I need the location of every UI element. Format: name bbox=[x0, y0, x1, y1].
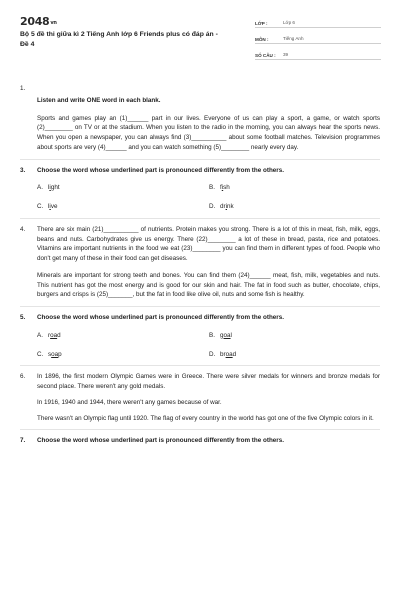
question-passage: There are six main (21)__________ of nutrients. Protein makes you strong. There is a lot of this in meat, fish, milk, eggs, beans and nuts. Carbohydrates give us energy. There (22)________ a lot of these in bread, pasta, rice and potatoes. Vitamins are important nutrients in the food we eat (23)________ you can find them in different types of food. People who don't get many of these in their food can get diseases. bbox=[37, 225, 380, 262]
question-instruction: Listen and write ONE word in each blank. bbox=[37, 96, 161, 104]
underlined-part: i bbox=[49, 203, 51, 210]
question-number: 7. bbox=[20, 437, 26, 445]
question-instruction: Choose the word whose underlined part is pronounced differently from the others. bbox=[37, 314, 284, 321]
question-number: 4. bbox=[20, 225, 26, 233]
question-passage: Minerals are important for strong teeth and bones. You can find them (24)______ meat, fish, milk, vegetables and nuts. This nutrient has got the most energy and is good for our skin and hair. The fat in food such as butter, chocolate, chips, burgers and crisps is (25)_______, but the fat in food like olive oil, nuts and some fish is healthy. bbox=[37, 271, 380, 299]
option-label: B. bbox=[209, 184, 215, 192]
question-7 bbox=[20, 436, 380, 446]
question-list bbox=[20, 84, 380, 452]
option-text: dr bbox=[220, 203, 226, 210]
question-instruction: Choose the word whose underlined part is pronounced differently from the others. bbox=[37, 166, 284, 174]
option-text: ght bbox=[50, 184, 60, 192]
option-b[interactable] bbox=[209, 331, 381, 341]
meta-value: 39 bbox=[283, 51, 289, 57]
meta-row-subject bbox=[255, 30, 381, 44]
option-text: g bbox=[220, 331, 224, 339]
option-label: A. bbox=[37, 184, 43, 192]
option-b[interactable] bbox=[209, 183, 381, 193]
question-passage: In 1896, the first modern Olympic Games were in Greece. There were silver medals for winners and bronze medals for second place. There weren't any gold medals. bbox=[37, 373, 380, 390]
meta-row-grade bbox=[255, 14, 381, 28]
answer-options bbox=[20, 183, 380, 212]
option-text: p bbox=[58, 350, 62, 358]
underlined-part: oa bbox=[51, 350, 59, 358]
option-text: f bbox=[220, 184, 222, 192]
option-text: l bbox=[48, 184, 50, 192]
option-text: sh bbox=[223, 184, 230, 192]
option-text: r bbox=[48, 331, 51, 339]
question-6 bbox=[20, 372, 380, 423]
site-logo[interactable] bbox=[20, 13, 57, 30]
option-label: C. bbox=[37, 203, 44, 210]
underlined-part: i bbox=[225, 203, 228, 210]
divider bbox=[20, 365, 380, 366]
underlined-part: i bbox=[49, 184, 51, 192]
option-text: br bbox=[220, 350, 226, 358]
divider bbox=[20, 306, 380, 307]
question-passage: In 1916, 1940 and 1944, there weren't any games because of war. bbox=[37, 398, 222, 406]
divider bbox=[20, 218, 380, 219]
option-label: A. bbox=[37, 331, 43, 339]
meta-row-count bbox=[255, 46, 381, 60]
underlined-part: oa bbox=[225, 350, 233, 358]
option-label: C. bbox=[37, 350, 44, 358]
question-number: 3. bbox=[20, 166, 26, 174]
option-d[interactable] bbox=[209, 350, 381, 360]
meta-value: Tiếng Anh bbox=[283, 35, 304, 41]
meta-key: MÔN : bbox=[255, 36, 269, 42]
question-4 bbox=[20, 225, 380, 300]
option-text: nk bbox=[227, 203, 234, 210]
underlined-part: oa bbox=[50, 331, 58, 339]
option-text: l bbox=[48, 203, 50, 210]
question-number: 6. bbox=[20, 373, 26, 381]
document-meta bbox=[255, 14, 381, 62]
question-1 bbox=[20, 84, 380, 153]
logo-suffix: vn bbox=[50, 20, 57, 26]
option-a[interactable] bbox=[37, 183, 209, 193]
question-number: 1. bbox=[20, 85, 26, 92]
document-title: Bộ 5 đề thi giữa kì 2 Tiếng Anh lớp 6 Friends plus có đáp án - Đề 4 bbox=[20, 31, 218, 48]
option-a[interactable] bbox=[37, 331, 209, 341]
question-5 bbox=[20, 313, 380, 359]
option-text: d bbox=[57, 331, 61, 339]
option-d[interactable] bbox=[209, 202, 381, 212]
option-label: B. bbox=[209, 331, 215, 339]
meta-key: LỚP : bbox=[255, 20, 268, 26]
option-c[interactable] bbox=[37, 202, 209, 212]
document-header bbox=[0, 0, 400, 66]
question-passage: Sports and games play an (1)______ part in our lives. Everyone of us can play a sport, a game, or watch sports (2)________ on TV or at the stadium. When you listen to the radio in the morning, you can always hear the sports news. When you open a newspaper, you can always find (3)__________ about some football matches. Television programmes about sports are very (4)______ and you can watch something (5)________ nearly every day. bbox=[37, 114, 380, 151]
meta-key: SỐ CÂU : bbox=[255, 52, 276, 58]
question-instruction: Choose the word whose underlined part is pronounced differently from the others. bbox=[37, 437, 284, 445]
answer-options bbox=[20, 331, 380, 360]
question-number: 5. bbox=[20, 314, 26, 321]
underlined-part: oa bbox=[223, 331, 231, 339]
question-passage: There wasn't an Olympic flag until 1920. The flag of every country in the world has got one of the five Olympic colors in it. bbox=[37, 414, 374, 422]
meta-value: Lớp 6 bbox=[283, 19, 295, 25]
option-text: l bbox=[230, 331, 232, 339]
logo-text: 2048 bbox=[20, 15, 50, 28]
option-c[interactable] bbox=[37, 350, 209, 360]
divider bbox=[20, 159, 380, 160]
option-text: s bbox=[48, 350, 52, 358]
option-label: D. bbox=[209, 350, 216, 358]
underlined-part: i bbox=[221, 184, 224, 192]
option-text: d bbox=[232, 350, 237, 358]
option-label: D. bbox=[209, 203, 216, 210]
option-text: ve bbox=[50, 203, 58, 210]
divider bbox=[20, 429, 380, 430]
question-3 bbox=[20, 166, 380, 212]
